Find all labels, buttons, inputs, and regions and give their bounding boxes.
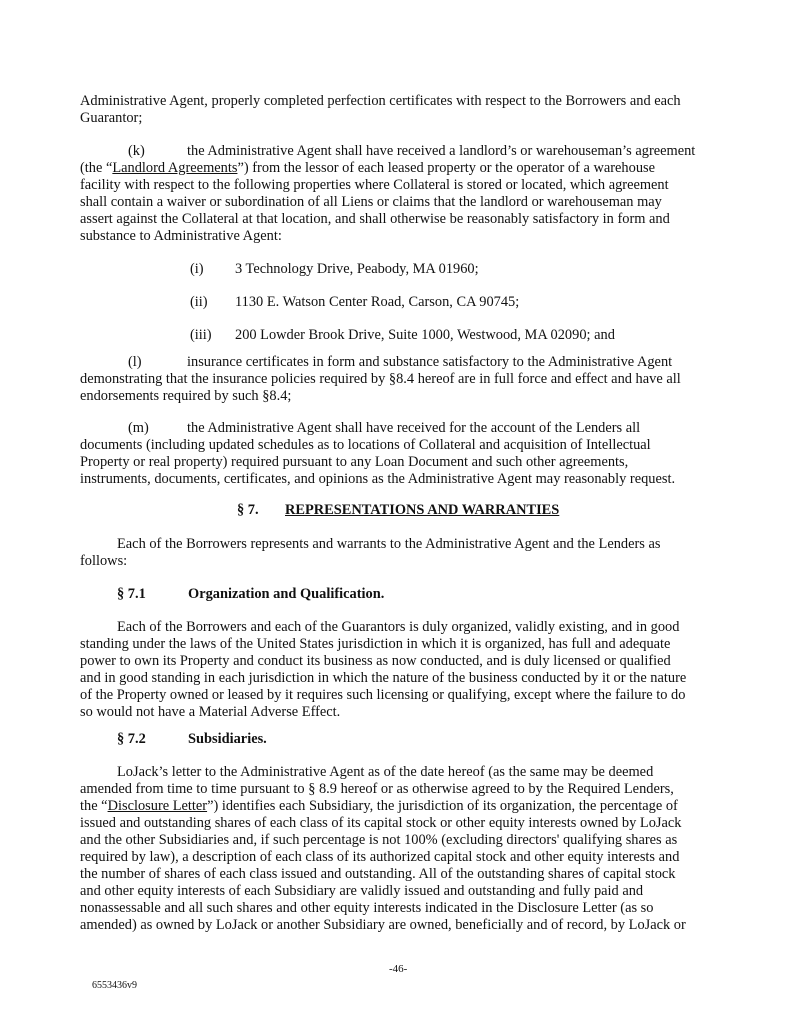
list-item-address: 200 Lowder Brook Drive, Suite 1000, Westwood, MA 02090; and bbox=[235, 327, 615, 343]
section-7-number: § 7. bbox=[237, 502, 259, 518]
text-line: amended from time to time pursuant to § 8.9 hereof or as otherwise agreed to by the Required Lenders, bbox=[80, 781, 674, 797]
text-line: the Administrative Agent shall have received for the account of the Lenders all bbox=[187, 420, 641, 436]
text-segment: ”) from the lessor of each leased property or the operator of a warehouse bbox=[237, 160, 655, 176]
text-line: assert against the Collateral at that location, and shall otherwise be reasonably satisfactory in form and bbox=[80, 211, 670, 227]
defined-term: Disclosure Letter bbox=[107, 798, 208, 814]
text-line: instruments, documents, certificates, and opinions as the Administrative Agent may reasonably request. bbox=[80, 471, 676, 487]
text-line: Each of the Borrowers represents and warrants to the Administrative Agent and the Lenders as bbox=[117, 536, 661, 552]
text-line: nonassessable and all such shares and other equity interests indicated in the Disclosure Letter (as so bbox=[80, 900, 654, 916]
paragraph-7 bbox=[80, 536, 720, 570]
text-line: amended) as owned by LoJack or another Subsidiary are owned, beneficially and of record, by LoJack or bbox=[80, 917, 686, 933]
list-item-label: (i) bbox=[190, 261, 204, 277]
text-line: LoJack’s letter to the Administrative Agent as of the date hereof (as the same may be deemed bbox=[117, 764, 654, 780]
paragraph-k bbox=[80, 143, 720, 245]
section-7-1-title: Organization and Qualification. bbox=[188, 586, 385, 602]
list-item-label: (ii) bbox=[190, 294, 208, 310]
text-line: Property or real property) required pursuant to any Loan Document and such other agreements, bbox=[80, 454, 629, 470]
text-line: demonstrating that the insurance policies required by §8.4 hereof are in full force and effect and have all bbox=[80, 371, 681, 387]
text-line: Each of the Borrowers and each of the Guarantors is duly organized, validly existing, and in good bbox=[117, 619, 680, 635]
text-line: insurance certificates in form and substance satisfactory to the Administrative Agent bbox=[187, 354, 673, 370]
text-segment: (the “ bbox=[80, 160, 113, 176]
text-line: required by law), a description of each class of its authorized capital stock and other equity interests and bbox=[80, 849, 680, 865]
text-line: standing under the laws of the United States jurisdiction in which it is organized, has full and adequate bbox=[80, 636, 671, 652]
paragraph-m bbox=[80, 420, 720, 488]
section-7-2-title: Subsidiaries. bbox=[188, 731, 267, 747]
text-segment: ”) identifies each Subsidiary, the jurisdiction of its organization, the percentage of bbox=[207, 798, 678, 814]
item-label-l: (l) bbox=[128, 354, 142, 370]
text-line: and in good standing in each jurisdiction in which the nature of the business conducted by it or the nature bbox=[80, 670, 687, 686]
list-item-label: (iii) bbox=[190, 327, 212, 343]
paragraph-7-1 bbox=[80, 619, 720, 721]
text-line: documents (including updated schedules as to locations of Collateral and acquisition of Intellectual bbox=[80, 437, 651, 453]
item-label-m: (m) bbox=[128, 420, 149, 436]
defined-term: Landlord Agreements bbox=[112, 160, 238, 176]
list-item-address: 1130 E. Watson Center Road, Carson, CA 90745; bbox=[235, 294, 520, 310]
text-line: and the other Subsidiaries and, if such percentage is not 100% (excluding directors' qualifying shares as bbox=[80, 832, 678, 848]
section-7-title: REPRESENTATIONS AND WARRANTIES bbox=[285, 502, 560, 518]
text-line bbox=[80, 798, 720, 815]
text-line: the Administrative Agent shall have received a landlord’s or warehouseman’s agreement bbox=[187, 143, 696, 159]
text-line: so would not have a Material Adverse Effect. bbox=[80, 704, 341, 720]
text-line: endorsements required by such §8.4; bbox=[80, 388, 292, 404]
paragraph-continuation bbox=[80, 93, 720, 127]
list-item-address: 3 Technology Drive, Peabody, MA 01960; bbox=[235, 261, 479, 277]
text-segment: the “ bbox=[80, 798, 108, 814]
text-line: Guarantor; bbox=[80, 110, 143, 126]
paragraph-l bbox=[80, 354, 720, 405]
text-line: follows: bbox=[80, 553, 128, 569]
text-line: and other equity interests of each Subsidiary are validly issued and outstanding and fully paid and bbox=[80, 883, 644, 899]
text-line: power to own its Property and conduct its business as now conducted, and is duly licensed or qualified bbox=[80, 653, 671, 669]
paragraph-7-2 bbox=[80, 764, 720, 934]
text-line bbox=[80, 160, 720, 177]
item-label-k: (k) bbox=[128, 143, 145, 159]
text-line: issued and outstanding shares of each class of its capital stock or other equity interests owned by LoJack bbox=[80, 815, 682, 831]
text-line: of the Property owned or leased by it requires such licensing or qualifying, except where the failure to do bbox=[80, 687, 686, 703]
text-line: shall contain a waiver or subordination of all Liens or claims that the landlord or warehouseman may bbox=[80, 194, 662, 210]
page-number: -46- bbox=[389, 963, 408, 975]
text-line: substance to Administrative Agent: bbox=[80, 228, 282, 244]
document-id: 6553436v9 bbox=[92, 980, 137, 991]
section-7-1-number: § 7.1 bbox=[117, 586, 146, 602]
text-line: facility with respect to the following properties where Collateral is stored or located, which agreement bbox=[80, 177, 669, 193]
text-line: the number of shares of each class issued and outstanding. All of the outstanding shares of capital stock bbox=[80, 866, 676, 882]
section-7-2-number: § 7.2 bbox=[117, 731, 146, 747]
text-line: Administrative Agent, properly completed perfection certificates with respect to the Borrowers and each bbox=[80, 93, 681, 109]
